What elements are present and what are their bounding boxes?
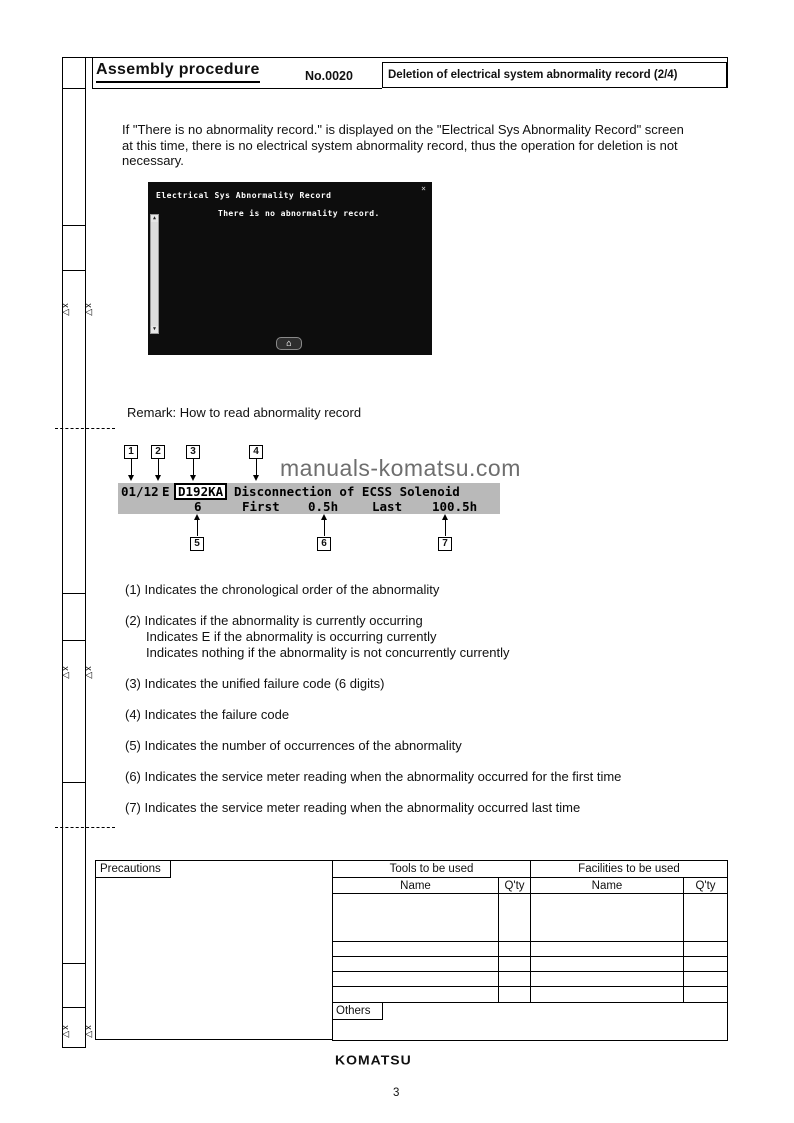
note-subtext: Indicates nothing if the abnormality is not concurrently currently <box>146 645 510 660</box>
tools-header: Tools to be used <box>333 861 531 877</box>
notes-list <box>125 582 731 831</box>
table-cell <box>499 972 531 986</box>
note-item-3 <box>125 676 731 692</box>
arrow-down-icon <box>193 459 194 476</box>
record-last-label: Last <box>372 499 403 514</box>
note-number: (4) <box>125 707 141 722</box>
watermark: manuals-komatsu.com <box>280 455 521 481</box>
note-text: Indicates the chronological order of the abnormality <box>144 582 440 597</box>
close-icon: × <box>421 184 426 193</box>
facilities-name-header: Name <box>531 878 684 893</box>
strip-tick <box>62 1007 86 1008</box>
strip-tick <box>62 593 86 594</box>
arrow-down-icon <box>256 459 257 476</box>
note-number: (3) <box>125 676 141 691</box>
precautions-label: Precautions <box>95 860 171 878</box>
record-order: 01/12 <box>121 484 159 499</box>
scrollbar-track <box>151 222 158 326</box>
strip-tick <box>62 640 86 641</box>
procedure-number: No.0020 <box>305 69 353 83</box>
record-current-flag: E <box>162 484 170 499</box>
frame-left-outer-line <box>62 57 63 1047</box>
table-cell <box>531 972 684 986</box>
arrow-up-icon <box>324 519 325 536</box>
table-cell <box>333 972 499 986</box>
record-first-value: 0.5h <box>308 499 339 514</box>
abnormality-record-sample <box>118 483 500 514</box>
table-cell <box>531 894 684 941</box>
note-item-7 <box>125 800 731 816</box>
note-item-5 <box>125 738 731 754</box>
table-cell <box>333 942 499 956</box>
table-cell <box>531 942 684 956</box>
fold-mark-icon: △x <box>60 302 70 316</box>
remark-text: Remark: How to read abnormality record <box>127 405 362 420</box>
callout-7: 7 <box>438 537 452 551</box>
table-header-row <box>333 861 727 878</box>
table-cell <box>499 957 531 971</box>
note-item-4 <box>125 707 731 723</box>
record-occurrences: 6 <box>194 499 202 514</box>
table-cell <box>333 957 499 971</box>
note-number: (2) <box>125 613 141 628</box>
frame-strip-bottom-line <box>62 1047 86 1048</box>
intro-paragraph: If "There is no abnormality record." is displayed on the "Electrical Sys Abnormality Record" screen at this time, there is no electrical system abnormality record, thus the operation for deletion is not necessary. <box>122 122 684 168</box>
screen-title: Electrical Sys Abnormality Record <box>156 191 332 200</box>
note-number: (5) <box>125 738 141 753</box>
tools-name-header: Name <box>333 878 499 893</box>
arrow-down-icon <box>158 459 159 476</box>
record-first-label: First <box>242 499 280 514</box>
header-left-line <box>92 57 93 88</box>
tools-facilities-table <box>332 860 728 1003</box>
header-right-line <box>727 57 728 88</box>
table-cell <box>684 972 727 986</box>
callout-1: 1 <box>124 445 138 459</box>
note-item-2 <box>125 613 731 661</box>
center-mark-dash <box>55 428 115 429</box>
frame-left-inner-line <box>85 57 86 1047</box>
strip-tick <box>62 225 86 226</box>
precautions-area <box>95 860 332 1040</box>
strip-tick <box>62 963 86 964</box>
center-mark-dash <box>55 827 115 828</box>
note-text: Indicates the unified failure code (6 digits) <box>144 676 385 691</box>
monitor-screenshot <box>148 182 432 355</box>
table-row <box>333 987 727 1002</box>
home-icon: ⌂ <box>286 338 292 349</box>
note-text: Indicates the service meter reading when the abnormality occurred last time <box>144 800 581 815</box>
facilities-qty-header: Q'ty <box>695 879 716 892</box>
note-text: Indicates the service meter reading when the abnormality occurred for the first time <box>144 769 622 784</box>
scroll-down-icon: ▼ <box>152 326 156 332</box>
note-subtext: Indicates E if the abnormality is occurring currently <box>146 629 437 644</box>
table-subheader-row <box>333 878 727 894</box>
note-item-6 <box>125 769 731 785</box>
scroll-up-icon: ▲ <box>152 215 156 221</box>
fold-mark-icon: △x <box>60 1024 70 1038</box>
table-row <box>333 894 727 942</box>
table-cell <box>684 894 727 941</box>
strip-tick <box>62 88 86 89</box>
strip-tick <box>62 270 86 271</box>
fold-mark-icon: △x <box>83 665 93 679</box>
page-number: 3 <box>393 1087 400 1099</box>
table-cell <box>499 942 531 956</box>
table-cell <box>684 942 727 956</box>
note-number: (6) <box>125 769 141 784</box>
scrollbar <box>150 214 159 334</box>
note-text: Indicates the number of occurrences of the abnormality <box>144 738 462 753</box>
record-last-value: 100.5h <box>432 499 478 514</box>
tools-qty-header: Q'ty <box>499 878 531 893</box>
record-failure-code: D192KA <box>174 483 227 500</box>
note-text: Indicates the failure code <box>144 707 290 722</box>
table-row <box>333 972 727 987</box>
table-row <box>333 957 727 972</box>
page-title: Assembly procedure <box>96 61 260 83</box>
note-item-1 <box>125 582 731 598</box>
others-area <box>332 1003 728 1041</box>
procedure-subtitle: Deletion of electrical system abnormality record (2/4) <box>382 62 727 88</box>
table-row <box>333 942 727 957</box>
note-number: (7) <box>125 800 141 815</box>
record-description: Disconnection of ECSS Solenoid <box>234 484 460 499</box>
callout-6: 6 <box>317 537 331 551</box>
table-cell <box>499 894 531 941</box>
table-cell <box>531 987 684 1002</box>
table-cell <box>684 987 727 1002</box>
others-label: Others <box>332 1003 383 1020</box>
fold-mark-icon: △x <box>83 302 93 316</box>
arrow-up-icon <box>197 519 198 536</box>
callout-2: 2 <box>151 445 165 459</box>
arrow-up-icon <box>445 519 446 536</box>
note-text: Indicates if the abnormality is currently occurring <box>144 613 423 628</box>
header-bottom-line <box>92 88 382 89</box>
komatsu-logo: KOMATSU <box>335 1052 412 1068</box>
home-button <box>276 337 302 350</box>
fold-mark-icon: △x <box>60 665 70 679</box>
callout-3: 3 <box>186 445 200 459</box>
facilities-header: Facilities to be used <box>578 863 680 875</box>
strip-tick <box>62 782 86 783</box>
screen-message: There is no abnormality record. <box>218 209 380 218</box>
table-cell <box>684 957 727 971</box>
table-cell <box>531 957 684 971</box>
arrow-down-icon <box>131 459 132 476</box>
callout-5: 5 <box>190 537 204 551</box>
fold-mark-icon: △x <box>83 1024 93 1038</box>
frame-top-line <box>62 57 727 58</box>
callout-4: 4 <box>249 445 263 459</box>
note-number: (1) <box>125 582 141 597</box>
table-cell <box>499 987 531 1002</box>
table-cell <box>333 894 499 941</box>
table-cell <box>333 987 499 1002</box>
